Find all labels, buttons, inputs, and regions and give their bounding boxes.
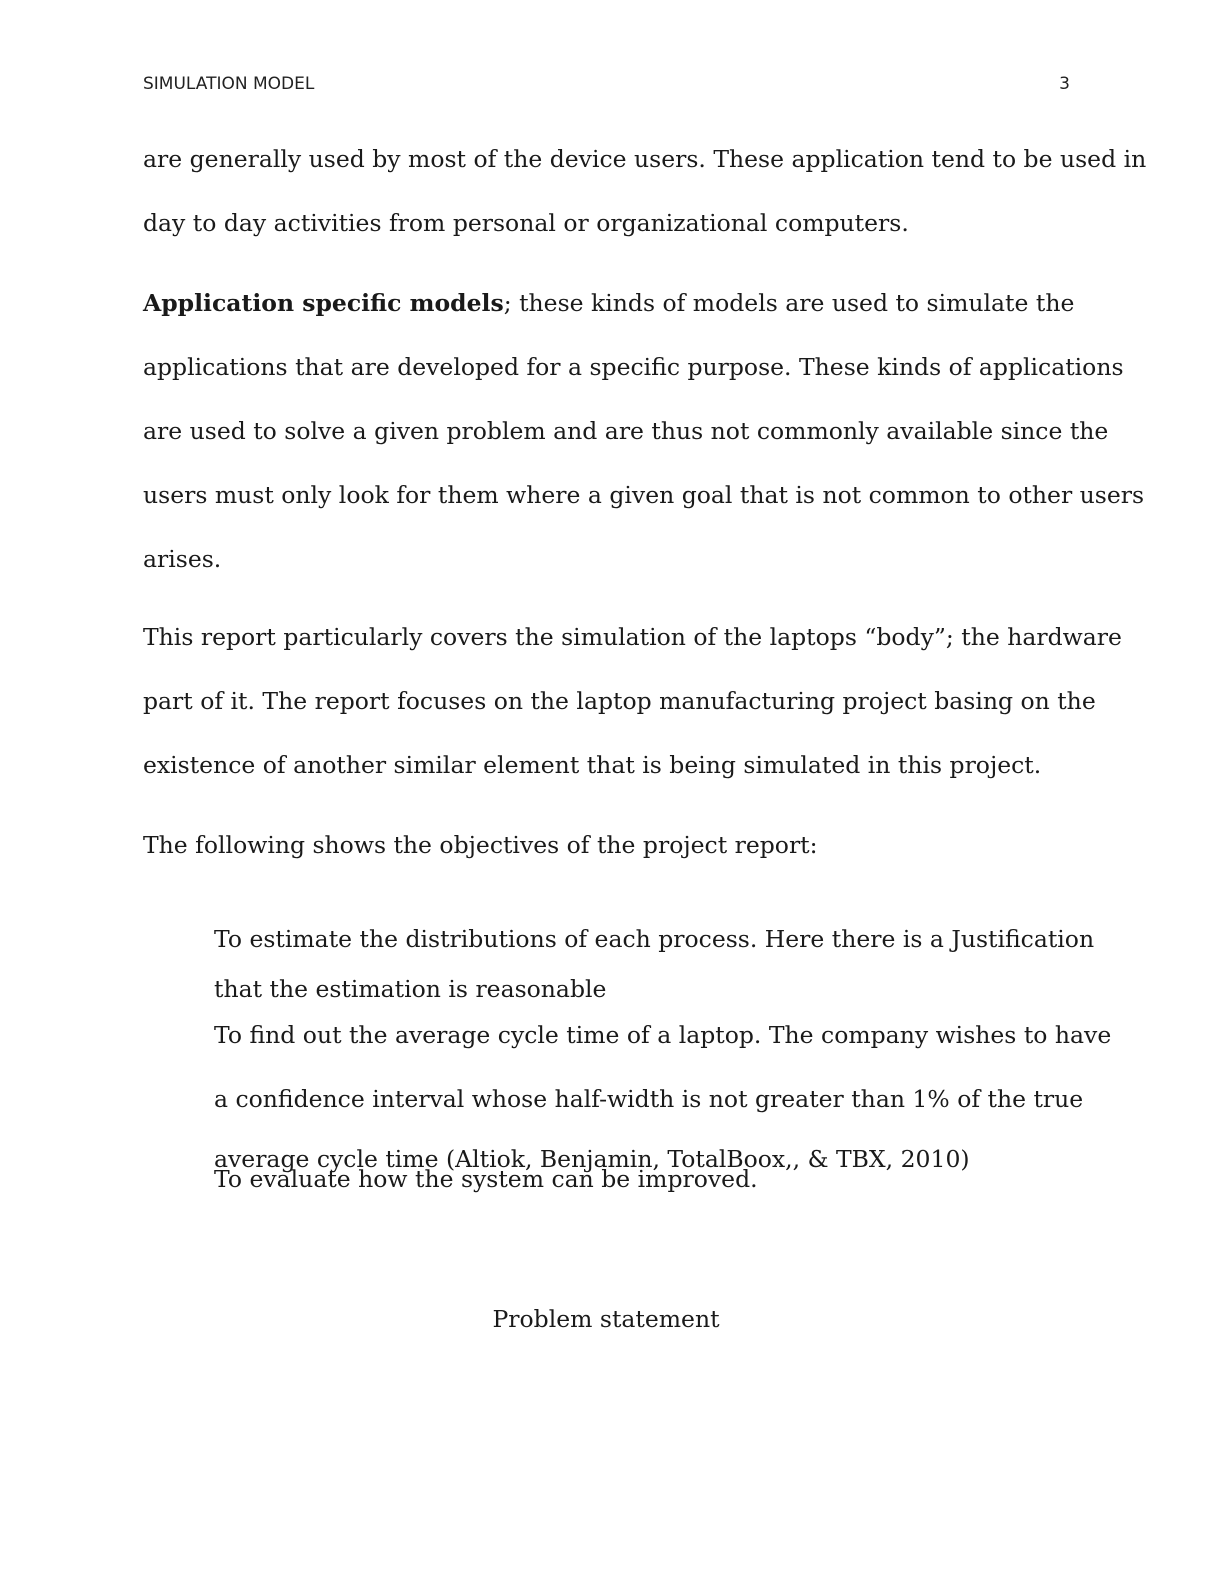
objective-item-1 [214,907,1095,1007]
objective-item-3 [214,1162,1084,1196]
text-line: To evaluate how the system can be improved. [214,1165,758,1193]
text-line: part of it. The report focuses on the laptop manufacturing project basing on the [143,687,1096,715]
text-line: are generally used by most of the device users. These application tend to be used in [143,145,1147,173]
text-line: This report particularly covers the simulation of the laptops “body”; the hardware [143,623,1122,651]
text-line: that the estimation is reasonable [214,975,607,1003]
text-line: To estimate the distributions of each process. Here there is a Justification [214,925,1095,953]
text-line: average cycle time (Altiok, Benjamin, TotalBoox,, & TBX, 2010) [214,1145,970,1173]
text-line: users must only look for them where a given goal that is not common to other users [143,481,1145,509]
text-line: are used to solve a given problem and are thus not commonly available since the [143,417,1109,445]
running-head-title: SIMULATION MODEL [143,74,315,94]
text-line: To find out the average cycle time of a laptop. The company wishes to have [214,1021,1112,1049]
paragraph-application-specific-models [143,271,1145,591]
bold-term: Application specific models [143,289,504,317]
objective-item-2 [214,1003,1112,1187]
text-line: a confidence interval whose half-width is not greater than 1% of the true [214,1085,1084,1113]
section-heading: Problem statement [492,1305,720,1333]
running-head [143,74,1070,98]
paragraph-report-scope [143,605,1122,797]
paragraph-intro-continuation [143,127,1147,255]
text-line: existence of another similar element that is being simulated in this project. [143,751,1042,779]
text-line: applications that are developed for a specific purpose. These kinds of applications [143,353,1124,381]
text-line [143,271,1083,335]
page-number: 3 [1059,74,1070,94]
text-line: The following shows the objectives of the project report: [143,831,818,859]
paragraph-objectives-intro [143,813,1083,877]
text-line: arises. [143,545,222,573]
text-run: ; these kinds of models are used to simulate the [503,289,1075,317]
text-line: day to day activities from personal or organizational computers. [143,209,909,237]
